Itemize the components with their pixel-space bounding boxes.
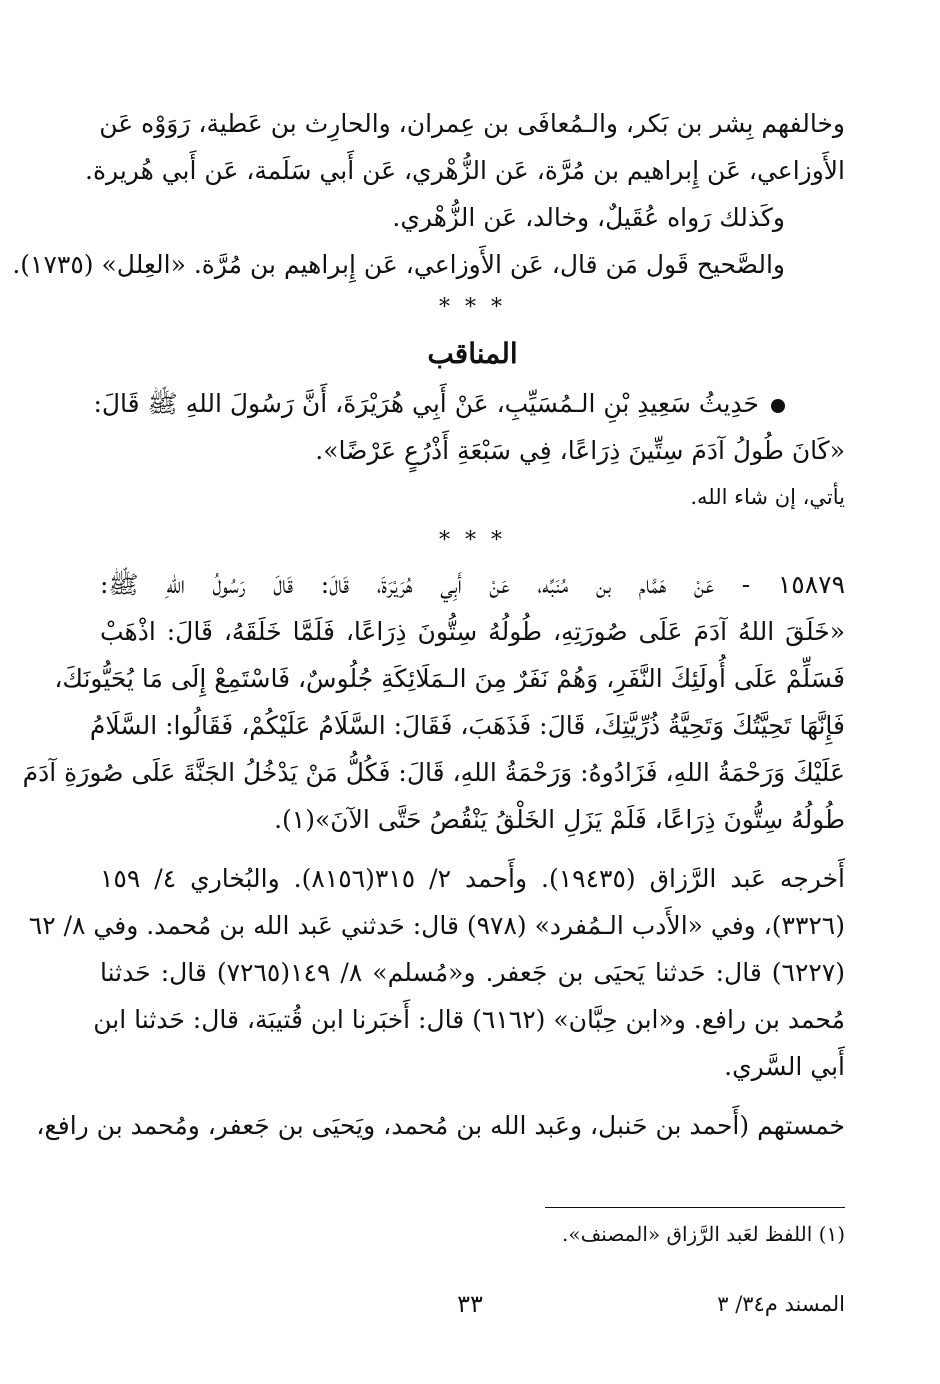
spacer [100,1090,845,1102]
section-separator: * * * [439,528,506,553]
text-line: خمستهم (أَحمد بن حَنبل، وعَبد الله بن مُحمد، ويَحيَى بن جَعفر، ومُحمد بن رافع، [36,1111,845,1140]
takhrij-line: أَبي السَّري. [724,1052,845,1081]
footnote: (١) اللفظ لعَبد الرَّزاق «المصنف». [562,1222,845,1246]
text-line: وخالفهم بِشر بن بَكر، والـمُعافَى بن عِمران، والحارِث بن عَطية، رَوَوْه عَن [99,109,845,138]
hadith-line: فَسَلِّمْ عَلَى أُولَئِكَ النَّفَرِ، وَهُمْ نَفَرٌ مِنَ الـمَلَائِكَةِ جُلُوسٌ، فَاسْتَمِعْ إِلَى مَا يُحَيُّونَكَ، [54,664,845,693]
text-line: يأتي، إن شاء الله. [690,485,845,509]
hadith-line: «خَلَقَ اللهُ آدَمَ عَلَى صُورَتِهِ، طُولُهُ سِتُّونَ ذِرَاعًا، فَلَمَّا خَلَقَهُ، قَالَ: اذْهَبْ [100,617,845,646]
section-separator: * * * [439,295,506,320]
text-line: والصَّحيح قَول مَن قال، عَن الأَوزاعي، عَن إِبراهيم بن مُرَّة. «العِلل» (١٧٣٥). [12,250,785,279]
hadith-line: فَإِنَّهَا تَحِيَّتُكَ وَتَحِيَّةُ ذُرِّيَّتِكَ، قَالَ: فَذَهَبَ، فَقَالَ: السَّلَامُ عَلَيْكُمْ، فَقَالُوا: السَّلَامُ [89,711,845,740]
bullet-line [93,380,845,427]
document-body [12,100,846,1149]
section-title: المناقب [427,337,518,370]
hadith-line: طُولُهُ سِتُّونَ ذِرَاعًا، فَلَمْ يَزَلِ الخَلْقُ يَنْقُصُ حَتَّى الآنَ»(١). [274,805,845,834]
page-number: ٣٣ [457,1290,483,1318]
text-line: الأَوزاعي، عَن إِبراهيم بن مُرَّة، عَن الزُّهْري، عَن أَبي سَلَمة، عَن أَبي هُريرة. [85,156,845,185]
text-line: وكَذلك رَواه عُقَيلٌ، وخالد، عَن الزُّهْري. [392,203,785,232]
footnote-divider [545,1207,845,1208]
bullet-text: حَدِيثُ سَعِيدِ بْنِ الـمُسَيِّبِ، عَنْ أَبِي هُرَيْرَةَ، أَنَّ رَسُولَ اللهِ ﷺ قَالَ: [93,389,759,418]
hadith-line: عَلَيْكَ وَرَحْمَةُ اللهِ، فَزَادُوهُ: وَرَحْمَةُ اللهِ، قَالَ: فَكُلُّ مَنْ يَدْخُلُ الجَنَّةَ عَلَى صُورَةِ آدَمَ [22,758,845,787]
volume-signature: المسند م٣٤/ ٣ [717,1292,845,1316]
takhrij-line: أَخرجه عَبد الرَّزاق (١٩٤٣٥). وأَحمد ٢/ ٣١٥(٨١٥٦). والبُخاري ٤/ ١٥٩ [100,864,845,893]
bullet-icon [771,399,785,413]
hadith-line: ١٥٨٧٩ - عَنْ هَمَّام بن مُنَبِّه، عَنْ أَبِي هُرَيْرَةَ، قَالَ: قَالَ رَسُولُ اللهِ ﷺ: [100,570,845,599]
takhrij-line: (٦٢٢٧) قال: حَدثنا يَحيَى بن جَعفر. و«مُسلم» ٨/ ١٤٩(٧٢٦٥) قال: حَدثنا [100,958,846,987]
spacer [100,843,845,855]
takhrij-line: (٣٣٢٦)، وفي «الأَدب الـمُفرد» (٩٧٨) قال: حَدثني عَبد الله بن مُحمد. وفي ٨/ ٦٢ [28,911,845,940]
takhrij-line: مُحمد بن رافع. و«ابن حِبَّان» (٦١٦٢) قال: أَخبَرنا ابن قُتيبَة، قال: حَدثنا ابن [93,1005,845,1034]
text-line: «كَانَ طُولُ آدَمَ سِتِّينَ ذِرَاعًا، فِي سَبْعَةِ أَذْرُعٍ عَرْضًا». [315,436,845,465]
